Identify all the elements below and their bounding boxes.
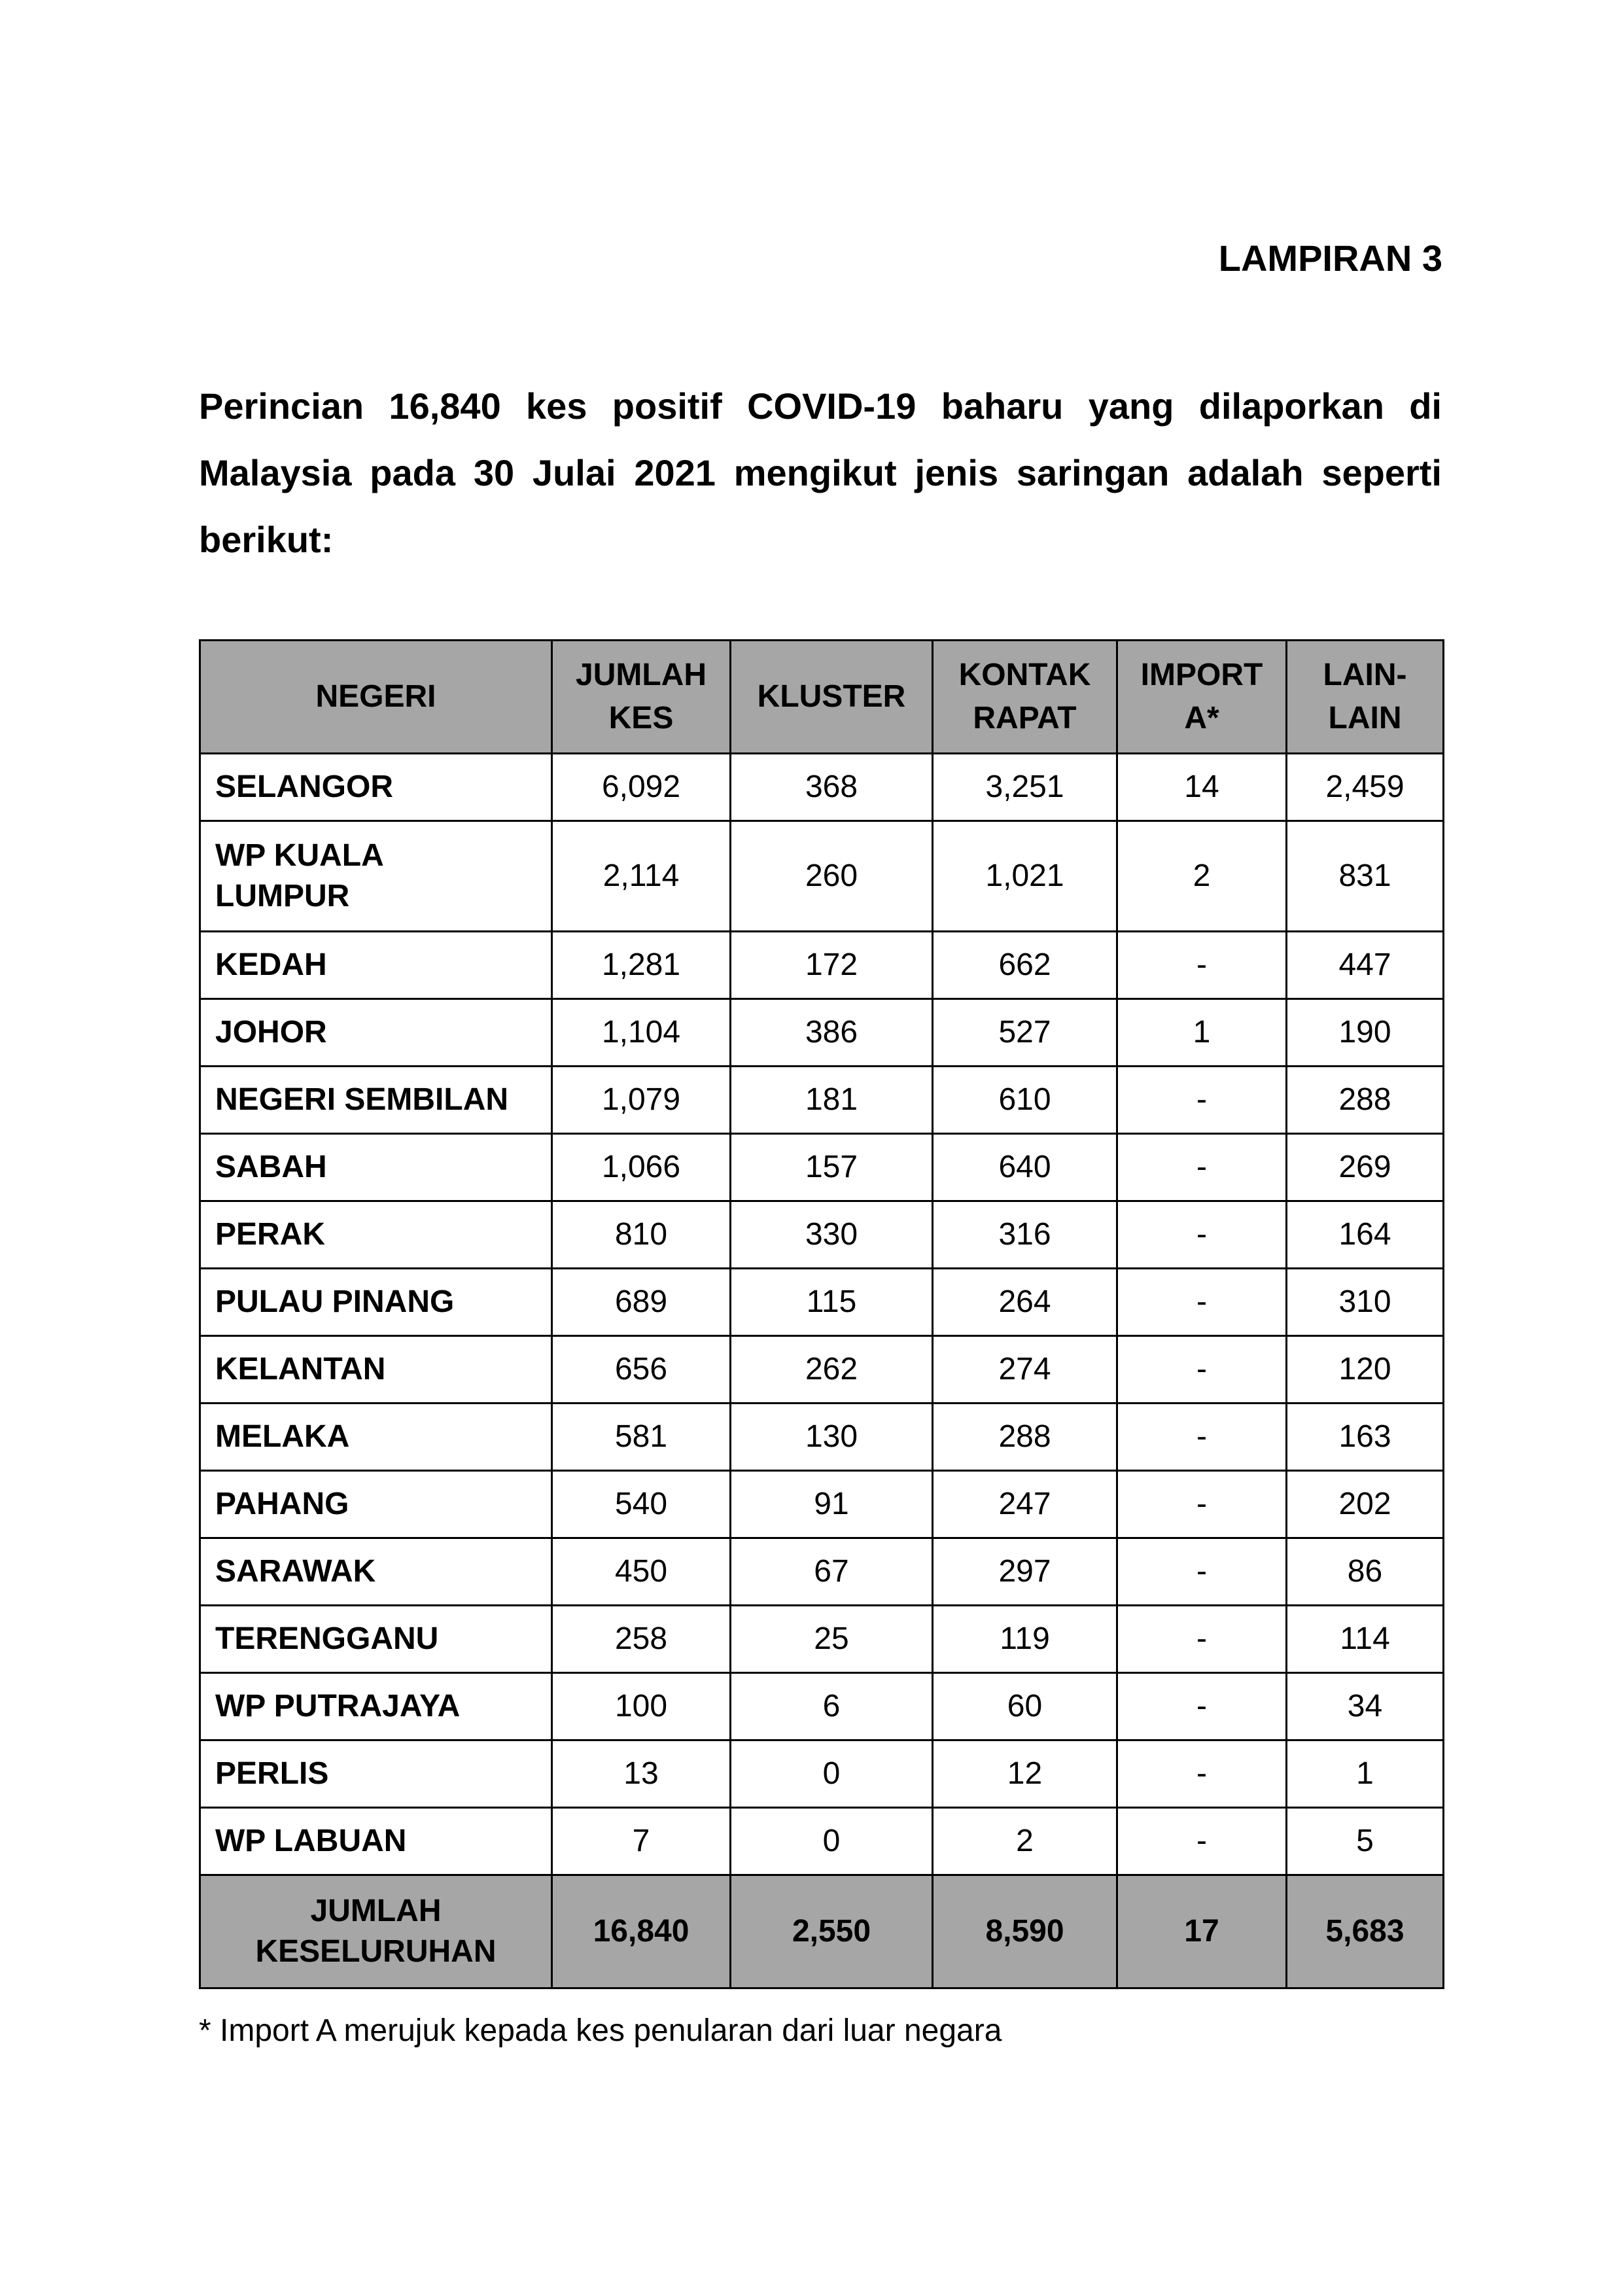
lain-lain-cell: 2,459 — [1287, 754, 1444, 821]
state-name-cell — [200, 1201, 552, 1269]
state-name-line: PERLIS — [215, 1756, 329, 1791]
table-row — [200, 1269, 1444, 1336]
state-name-cell — [200, 1538, 552, 1606]
kluster-cell: 91 — [731, 1471, 933, 1538]
lain-lain-cell: 114 — [1287, 1606, 1444, 1673]
footnote: * Import A merujuk kepada kes penularan dari luar negara — [199, 2013, 1002, 2048]
jumlah-kes-cell: 100 — [552, 1673, 731, 1740]
kontak-rapat-cell: 610 — [933, 1067, 1117, 1134]
import-a-cell: - — [1117, 1067, 1287, 1134]
total-label-line: KESELURUHAN — [255, 1934, 497, 1969]
jumlah-kes-cell: 1,104 — [552, 999, 731, 1067]
lain-lain-cell: 190 — [1287, 999, 1444, 1067]
intro-paragraph: Perincian 16,840 kes positif COVID-19 baharu yang dilaporkan di Malaysia pada 30 Julai 2021 mengikut jenis saringan adalah seperti berikut: — [199, 385, 1442, 560]
state-name-cell — [200, 1673, 552, 1740]
column-header-line: KLUSTER — [757, 679, 906, 714]
state-name-line: WP KUALA — [215, 838, 384, 873]
state-name-line: PULAU PINANG — [215, 1284, 455, 1319]
kontak-rapat-cell: 12 — [933, 1740, 1117, 1808]
total-kluster: 2,550 — [731, 1875, 933, 1988]
lain-lain-cell: 202 — [1287, 1471, 1444, 1538]
kontak-rapat-cell: 288 — [933, 1404, 1117, 1471]
import-a-cell: 2 — [1117, 821, 1287, 932]
kontak-rapat-cell: 1,021 — [933, 821, 1117, 932]
kontak-rapat-cell: 247 — [933, 1471, 1117, 1538]
kluster-cell: 181 — [731, 1067, 933, 1134]
table-header — [200, 641, 1444, 754]
kluster-cell: 0 — [731, 1808, 933, 1875]
jumlah-kes-cell: 1,079 — [552, 1067, 731, 1134]
lain-lain-cell: 310 — [1287, 1269, 1444, 1336]
lain-lain-cell: 34 — [1287, 1673, 1444, 1740]
state-name-line: LUMPUR — [215, 879, 350, 913]
table-row — [200, 1201, 1444, 1269]
state-name-line: WP LABUAN — [215, 1824, 407, 1858]
import-a-cell: - — [1117, 932, 1287, 999]
column-header-line: LAIN- — [1323, 658, 1407, 692]
lain-lain-cell: 164 — [1287, 1201, 1444, 1269]
column-header-line: KES — [608, 701, 674, 735]
state-name-cell — [200, 1404, 552, 1471]
column-header-kluster — [731, 641, 933, 754]
kluster-cell: 115 — [731, 1269, 933, 1336]
kontak-rapat-cell: 316 — [933, 1201, 1117, 1269]
column-header-line: JUMLAH — [576, 658, 707, 692]
import-a-cell: - — [1117, 1606, 1287, 1673]
jumlah-kes-cell: 540 — [552, 1471, 731, 1538]
jumlah-kes-cell: 656 — [552, 1336, 731, 1404]
table-row — [200, 932, 1444, 999]
table-row — [200, 754, 1444, 821]
jumlah-kes-cell: 810 — [552, 1201, 731, 1269]
column-header-line: A* — [1184, 701, 1219, 735]
total-import-a: 17 — [1117, 1875, 1287, 1988]
kontak-rapat-cell: 527 — [933, 999, 1117, 1067]
kluster-cell: 6 — [731, 1673, 933, 1740]
state-name-cell — [200, 1606, 552, 1673]
table-row — [200, 1808, 1444, 1875]
state-name-line: NEGERI SEMBILAN — [215, 1082, 509, 1117]
column-header-import-a — [1117, 641, 1287, 754]
kontak-rapat-cell: 119 — [933, 1606, 1117, 1673]
import-a-cell: - — [1117, 1673, 1287, 1740]
table-row — [200, 999, 1444, 1067]
kluster-cell: 260 — [731, 821, 933, 932]
state-name-cell — [200, 1808, 552, 1875]
state-name-cell — [200, 821, 552, 932]
table-row — [200, 821, 1444, 932]
state-name-cell — [200, 754, 552, 821]
state-name-cell — [200, 1740, 552, 1808]
kontak-rapat-cell: 297 — [933, 1538, 1117, 1606]
kluster-cell: 67 — [731, 1538, 933, 1606]
state-name-line: MELAKA — [215, 1419, 350, 1454]
table-row — [200, 1471, 1444, 1538]
table-footer — [200, 1875, 1444, 1988]
state-name-line: SELANGOR — [215, 769, 394, 804]
import-a-cell: - — [1117, 1404, 1287, 1471]
lain-lain-cell: 163 — [1287, 1404, 1444, 1471]
import-a-cell: 1 — [1117, 999, 1287, 1067]
column-header-line: IMPORT — [1140, 658, 1263, 692]
appendix-label: LAMPIRAN 3 — [1218, 238, 1442, 279]
table-body — [200, 754, 1444, 1875]
state-name-line: JOHOR — [215, 1015, 327, 1050]
kluster-cell: 368 — [731, 754, 933, 821]
header-row — [200, 641, 1444, 754]
lain-lain-cell: 447 — [1287, 932, 1444, 999]
state-name-line: SABAH — [215, 1150, 327, 1184]
jumlah-kes-cell: 13 — [552, 1740, 731, 1808]
lain-lain-cell: 5 — [1287, 1808, 1444, 1875]
lain-lain-cell: 120 — [1287, 1336, 1444, 1404]
jumlah-kes-cell: 7 — [552, 1808, 731, 1875]
kluster-cell: 386 — [731, 999, 933, 1067]
column-header-line: LAIN — [1328, 701, 1402, 735]
kontak-rapat-cell: 274 — [933, 1336, 1117, 1404]
import-a-cell: - — [1117, 1808, 1287, 1875]
import-a-cell: - — [1117, 1134, 1287, 1201]
jumlah-kes-cell: 689 — [552, 1269, 731, 1336]
kluster-cell: 262 — [731, 1336, 933, 1404]
state-name-cell — [200, 1134, 552, 1201]
state-name-cell — [200, 1336, 552, 1404]
table-row — [200, 1336, 1444, 1404]
column-header-line: RAPAT — [973, 701, 1077, 735]
total-lain-lain: 5,683 — [1287, 1875, 1444, 1988]
state-name-cell — [200, 1471, 552, 1538]
kluster-cell: 172 — [731, 932, 933, 999]
table-row — [200, 1404, 1444, 1471]
state-name-line: KELANTAN — [215, 1352, 386, 1386]
table-row — [200, 1740, 1444, 1808]
kontak-rapat-cell: 60 — [933, 1673, 1117, 1740]
jumlah-kes-cell: 1,281 — [552, 932, 731, 999]
total-jumlah-kes: 16,840 — [552, 1875, 731, 1988]
jumlah-kes-cell: 6,092 — [552, 754, 731, 821]
table-row — [200, 1067, 1444, 1134]
kontak-rapat-cell: 2 — [933, 1808, 1117, 1875]
state-name-line: WP PUTRAJAYA — [215, 1689, 461, 1723]
kluster-cell: 25 — [731, 1606, 933, 1673]
state-name-line: KEDAH — [215, 947, 327, 982]
lain-lain-cell: 288 — [1287, 1067, 1444, 1134]
total-label-line: JUMLAH — [310, 1894, 442, 1928]
cases-table — [199, 639, 1444, 1989]
table-row — [200, 1673, 1444, 1740]
import-a-cell: - — [1117, 1336, 1287, 1404]
jumlah-kes-cell: 258 — [552, 1606, 731, 1673]
import-a-cell: - — [1117, 1201, 1287, 1269]
table-row — [200, 1538, 1444, 1606]
kontak-rapat-cell: 640 — [933, 1134, 1117, 1201]
kontak-rapat-cell: 264 — [933, 1269, 1117, 1336]
kluster-cell: 130 — [731, 1404, 933, 1471]
column-header-line: KONTAK — [958, 658, 1091, 692]
import-a-cell: - — [1117, 1538, 1287, 1606]
jumlah-kes-cell: 581 — [552, 1404, 731, 1471]
import-a-cell: - — [1117, 1740, 1287, 1808]
total-row — [200, 1875, 1444, 1988]
state-name-cell — [200, 932, 552, 999]
lain-lain-cell: 1 — [1287, 1740, 1444, 1808]
import-a-cell: - — [1117, 1471, 1287, 1538]
kluster-cell: 0 — [731, 1740, 933, 1808]
state-name-cell — [200, 1067, 552, 1134]
table-row — [200, 1606, 1444, 1673]
total-kontak-rapat: 8,590 — [933, 1875, 1117, 1988]
state-name-line: PERAK — [215, 1217, 326, 1252]
column-header-kontak-rapat — [933, 641, 1117, 754]
import-a-cell: - — [1117, 1269, 1287, 1336]
state-name-cell — [200, 999, 552, 1067]
lain-lain-cell: 86 — [1287, 1538, 1444, 1606]
column-header-jumlah-kes — [552, 641, 731, 754]
column-header-negeri — [200, 641, 552, 754]
column-header-line: NEGERI — [315, 679, 436, 714]
state-name-cell — [200, 1269, 552, 1336]
state-name-line: SARAWAK — [215, 1554, 376, 1589]
table-row — [200, 1134, 1444, 1201]
jumlah-kes-cell: 2,114 — [552, 821, 731, 932]
total-label — [200, 1875, 552, 1988]
state-name-line: PAHANG — [215, 1487, 349, 1521]
state-name-line: TERENGGANU — [215, 1621, 439, 1656]
kontak-rapat-cell: 3,251 — [933, 754, 1117, 821]
column-header-lain-lain — [1287, 641, 1444, 754]
lain-lain-cell: 831 — [1287, 821, 1444, 932]
kontak-rapat-cell: 662 — [933, 932, 1117, 999]
import-a-cell: 14 — [1117, 754, 1287, 821]
kluster-cell: 157 — [731, 1134, 933, 1201]
lain-lain-cell: 269 — [1287, 1134, 1444, 1201]
jumlah-kes-cell: 1,066 — [552, 1134, 731, 1201]
jumlah-kes-cell: 450 — [552, 1538, 731, 1606]
kluster-cell: 330 — [731, 1201, 933, 1269]
